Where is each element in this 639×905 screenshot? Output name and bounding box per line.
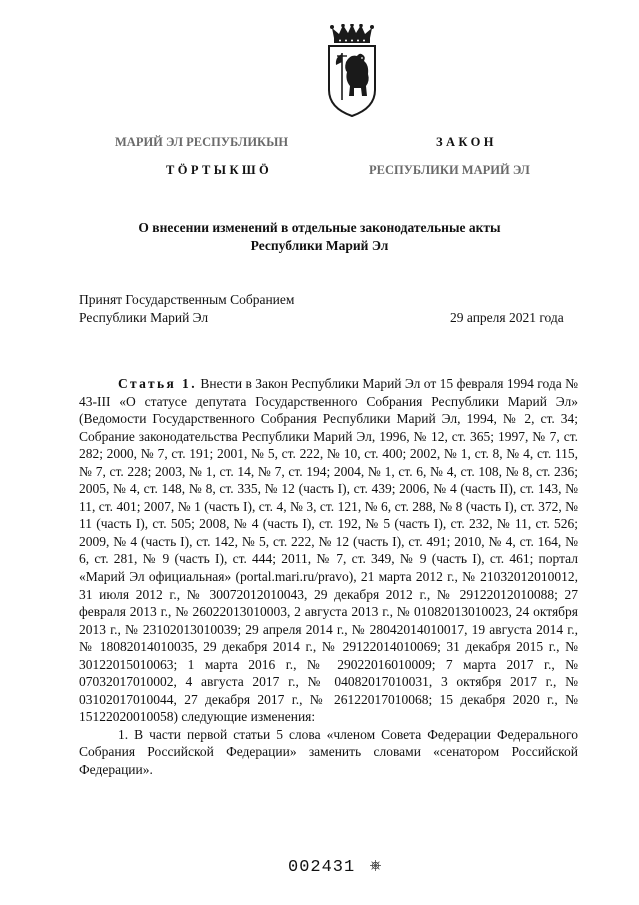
star-ornament-icon [369, 859, 382, 872]
header-left-line2: ТӦРТЫКШӦ [166, 163, 273, 177]
article-item-1: 1. В части первой статьи 5 слова «членом Совета Федерации Федерального Собрания Российской Федерации» заменить словами «сенатором Российской Федерации». [79, 726, 578, 778]
article-label: Статья 1. [118, 376, 197, 391]
adopted-by-line2: Республики Марий Эл [79, 310, 209, 325]
serial-number: 002431 [288, 858, 356, 877]
law-title-line2: Республики Марий Эл [250, 238, 389, 253]
adoption-date: 29 апреля 2021 года [450, 310, 564, 325]
article-body [79, 375, 578, 779]
article-text: Внести в Закон Республики Марий Эл от 15 февраля 1994 года № 43-III «О статусе депутата Государственного Собрания Республики Марий Эл» (Ведомости Государственного Собрания Республики Марий Эл, 1994, № 2, ст. 34; Собрание законодательства Республики Марий Эл, 1996, № 12, ст. 365; 1997, № 7, ст. 282; 2000, № 7, ст. 191; 2001, № 5, ст. 222, № 10, ст. 400; 2002, № 1, ст. 8, № 4, ст. 115, № 7, ст. 228; 2003, № 1, ст. 14, № 7, ст. 194; 2004, № 1, ст. 6, № 4, ст. 108, № 8, ст. 236; 2005, № 4, ст. 148, № 8, ст. 335, № 12 (часть I), ст. 439; 2006, № 4 (часть II), ст. 143, № 11, ст. 401; 2007, № 1 (часть I), ст. 4, № 3, ст. 121, № 6, ст. 288, № 8 (часть I), ст. 372, № 11 (часть I), ст. 505; 2008, № 4 (часть I), ст. 192, № 5 (часть I), ст. 232, № 11, ст. 526; 2009, № 4 (часть I), ст. 142, № 5, ст. 222, № 12 (часть I), ст. 491; 2010, № 4, ст. 164, № 6, ст. 281, № 9 (часть I), ст. 444; 2011, № 7, ст. 349, № 9 (часть I), ст. 461; портал «Марий Эл официальная» (portal.mari.ru/pravo), 21 марта 2012 г., № 21032012010012, 31 июля 2012 г., № 30072012010043, 29 декабря 2012 г., № 29122012010088; 27 февраля 2013 г., № 26022013010003, 2 августа 2013 г., № 01082013010023, 24 октября 2013 г., № 23102013010039; 29 апреля 2014 г., № 28042014010017, 19 августа 2014 г., № 18082014010035, 29 декабря 2014 г., № 29122014010069; 31 декабря 2015 г., № 30122015010063; 1 марта 2016 г., № 29022016010009; 7 марта 2017 г., № 07032017010002, 4 августа 2017 г., № 04082017010031, 3 октября 2017 г., № 03102017010044, 27 декабря 2017 г., № 26122017010068; 15 декабря 2020 г., № 15122020010058) следующие изменения: [79, 376, 578, 725]
law-title-line1: О внесении изменений в отдельные законодательные акты [138, 220, 501, 235]
article-paragraph [79, 375, 578, 726]
header-right-line1: ЗАКОН [436, 135, 497, 149]
adopted-by-line1: Принят Государственным Собранием [79, 292, 295, 307]
coat-of-arms-icon [326, 24, 378, 118]
header-right-line2: РЕСПУБЛИКИ МАРИЙ ЭЛ [369, 163, 530, 177]
header-left-line1: МАРИЙ ЭЛ РЕСПУБЛИКЫН [115, 135, 289, 149]
